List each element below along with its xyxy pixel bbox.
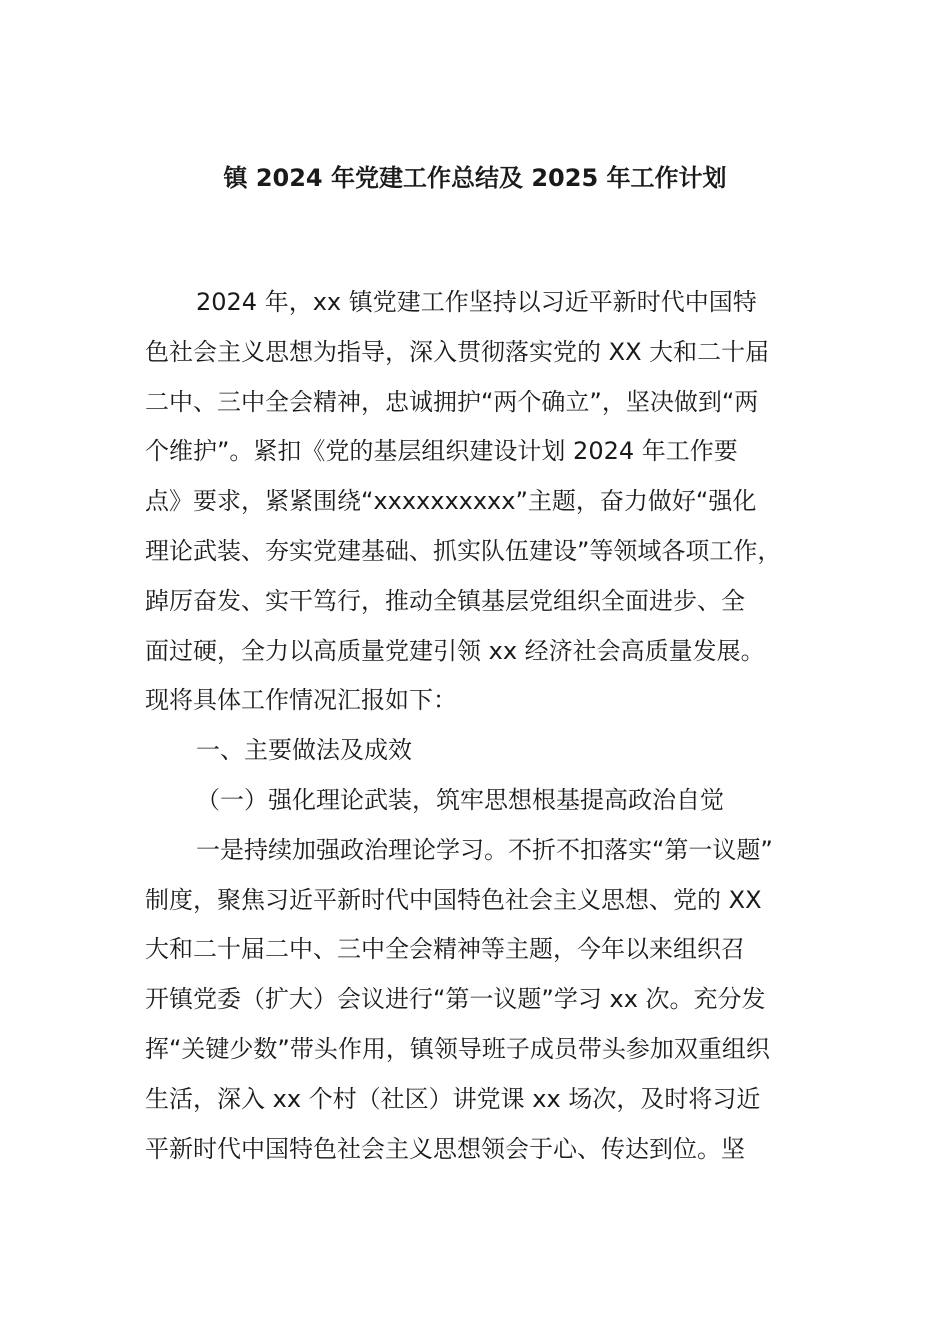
body-line: 大和二十届二中、三中全会精神等主题，今年以来组织召 xyxy=(145,935,745,963)
body-line: 挥“关键少数”带头作用，镇领导班子成员带头参加双重组织 xyxy=(145,1035,770,1063)
body-line: 点》要求，紧紧围绕“xxxxxxxxxx”主题，奋力做好“强化 xyxy=(145,487,757,515)
body-line: 理论武装、夯实党建基础、抓实队伍建设”等领域各项工作， xyxy=(145,537,782,565)
body-line: 2024 年，xx 镇党建工作坚持以习近平新时代中国特 xyxy=(196,288,757,316)
body-line: 二中、三中全会精神，忠诚拥护“两个确立”，坚决做到“两 xyxy=(145,388,759,416)
body-line: 色社会主义思想为指导，深入贯彻落实党的 XX 大和二十届 xyxy=(145,338,770,366)
body-line: 踔厉奋发、实干笃行，推动全镇基层党组织全面进步、全 xyxy=(145,587,745,615)
body-line: 现将具体工作情况汇报如下： xyxy=(145,686,457,714)
body-line: 面过硬，全力以高质量党建引领 xx 经济社会高质量发展。 xyxy=(145,637,765,665)
body-line: 个维护”。紧扣《党的基层组织建设计划 2024 年工作要 xyxy=(145,437,738,465)
subsection-heading: （一）强化理论武装，筑牢思想根基提高政治自觉 xyxy=(196,786,724,814)
document-title: 镇 2024 年党建工作总结及 2025 年工作计划 xyxy=(223,164,727,192)
body-line: 生活，深入 xx 个村（社区）讲党课 xx 场次，及时将习近 xyxy=(145,1085,761,1113)
body-line: 平新时代中国特色社会主义思想领会于心、传达到位。坚 xyxy=(145,1135,745,1163)
section-heading: 一、主要做法及成效 xyxy=(196,736,412,764)
body-line: 开镇党委（扩大）会议进行“第一议题”学习 xx 次。充分发 xyxy=(145,985,766,1013)
body-line: 制度，聚焦习近平新时代中国特色社会主义思想、党的 XX xyxy=(145,886,762,914)
body-line: 一是持续加强政治理论学习。不折不扣落实“第一议题” xyxy=(196,836,773,864)
